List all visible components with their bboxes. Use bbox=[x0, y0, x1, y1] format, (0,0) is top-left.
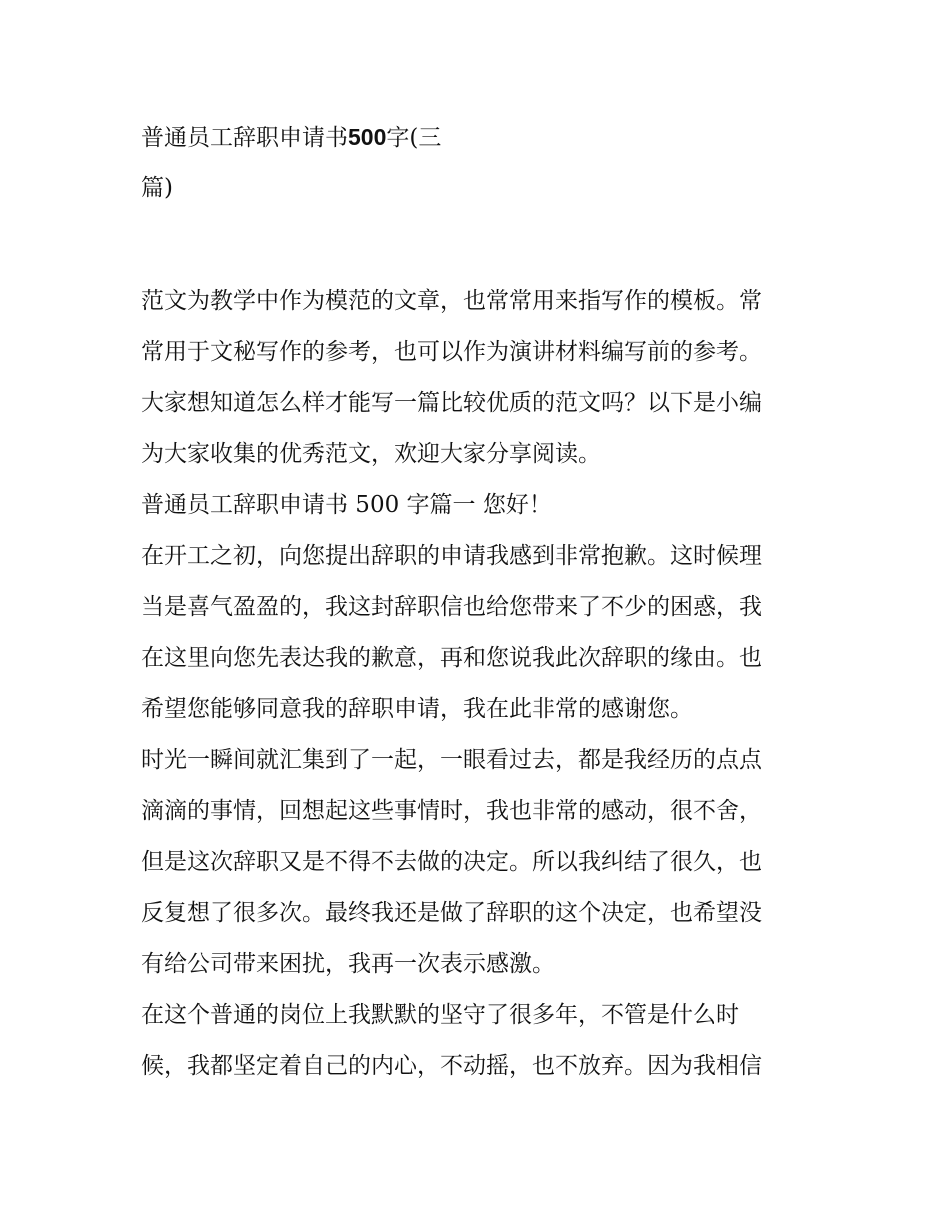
text-line: 有给公司带来困扰，我再一次表示感激。 bbox=[141, 951, 555, 977]
document-body bbox=[141, 276, 821, 1092]
document-title bbox=[141, 112, 821, 214]
text-line: 在这里向您先表达我的歉意，再和您说我此次辞职的缘由。也 bbox=[141, 645, 762, 671]
text-line: 滴滴的事情，回想起这些事情时，我也非常的感动，很不舍， bbox=[141, 798, 762, 824]
text-line: 为大家收集的优秀范文，欢迎大家分享阅读。 bbox=[141, 441, 601, 467]
text-line: 在开工之初，向您提出辞职的申请我感到非常抱歉。这时候理 bbox=[141, 543, 762, 569]
title-line bbox=[141, 112, 821, 163]
title-text: 篇) bbox=[141, 175, 173, 201]
title-number: 500 bbox=[348, 124, 387, 150]
section-heading-line: 普通员工辞职申请书 500 字篇一 您好！ bbox=[141, 492, 552, 518]
title-text: 普通员工辞职申请书 bbox=[141, 125, 348, 151]
title-text: 字(三 bbox=[386, 125, 442, 151]
text-line: 常用于文秘写作的参考，也可以作为演讲材料编写前的参考。 bbox=[141, 339, 762, 365]
text-line: 当是喜气盈盈的，我这封辞职信也给您带来了不少的困惑，我 bbox=[141, 594, 762, 620]
text-line: 希望您能够同意我的辞职申请，我在此非常的感谢您。 bbox=[141, 696, 693, 722]
text-line: 反复想了很多次。最终我还是做了辞职的这个决定，也希望没 bbox=[141, 900, 762, 926]
text-line: 范文为教学中作为模范的文章，也常常用来指写作的模板。常 bbox=[141, 288, 762, 314]
text-line: 时光一瞬间就汇集到了一起，一眼看过去，都是我经历的点点 bbox=[141, 747, 762, 773]
text-line: 大家想知道怎么样才能写一篇比较优质的范文吗？以下是小编 bbox=[141, 390, 762, 416]
text-line: 候，我都坚定着自己的内心，不动摇，也不放弃。因为我相信 bbox=[141, 1053, 762, 1079]
text-line: 但是这次辞职又是不得不去做的决定。所以我纠结了很久，也 bbox=[141, 849, 762, 875]
text-line: 在这个普通的岗位上我默默的坚守了很多年，不管是什么时 bbox=[141, 1002, 739, 1028]
title-line bbox=[141, 163, 821, 214]
